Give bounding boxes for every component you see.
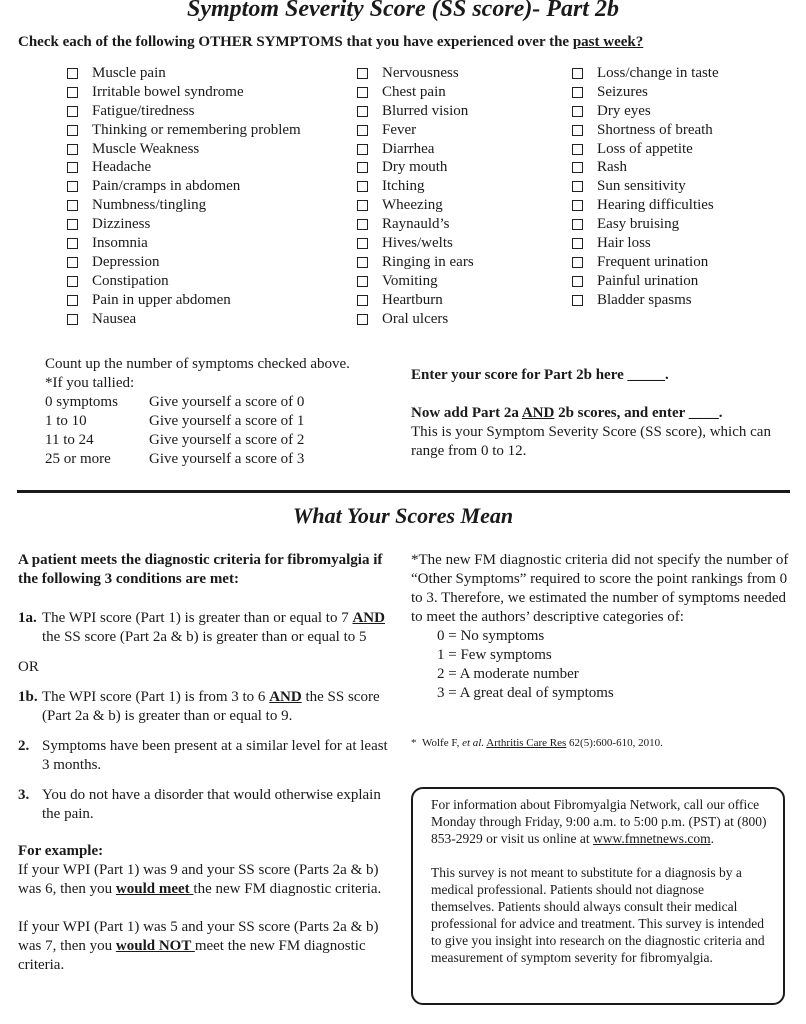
condition-text: You do not have a disorder that would otherwise explain the pain. — [42, 787, 381, 822]
instructions-text: Check each of the following OTHER SYMPTOMS that you have experienced over the — [18, 34, 573, 50]
symptom-item[interactable] — [67, 64, 301, 83]
symptom-checkbox[interactable] — [357, 219, 368, 230]
symptom-label: Chest pain — [382, 83, 446, 100]
total-score-blank: 2b scores, and enter ____. — [554, 405, 723, 421]
symptom-checkbox[interactable] — [572, 200, 583, 211]
symptom-checkbox[interactable] — [572, 257, 583, 268]
symptom-item[interactable] — [572, 253, 719, 272]
symptom-item[interactable] — [67, 158, 301, 177]
symptom-item[interactable] — [67, 177, 301, 196]
symptom-label: Dry eyes — [597, 102, 651, 119]
reference-journal: Arthritis Care Res — [486, 737, 567, 749]
total-score-description: This is your Symptom Severity Score (SS score), which can range from 0 to 12. — [411, 424, 771, 459]
symptom-label: Itching — [382, 178, 425, 195]
criteria-column — [18, 551, 390, 975]
tally-row — [45, 450, 350, 469]
symptom-checkbox[interactable] — [572, 125, 583, 136]
symptom-label: Irritable bowel syndrome — [92, 83, 244, 100]
example-text: If your WPI (Part 1) was 9 and your SS score (Parts 2a & b) was 6, then you — [18, 862, 379, 897]
rank-item: 3 = A great deal of symptoms — [437, 685, 614, 701]
symptom-checkbox[interactable] — [357, 276, 368, 287]
criteria-note: *The new FM diagnostic criteria did not specify the number of “Other Symptoms” required to score the point rankings from 0 to 3. Therefore, we estimated the number of symptoms needed to meet the authors’ descriptive categories of: — [411, 552, 789, 625]
condition-text — [42, 609, 390, 647]
symptom-item[interactable] — [572, 177, 719, 196]
symptom-checkbox[interactable] — [357, 125, 368, 136]
symptom-checkbox[interactable] — [67, 295, 78, 306]
condition-1a — [18, 609, 390, 647]
symptom-label: Fever — [382, 121, 417, 138]
symptom-label: Fatigue/tiredness — [92, 102, 195, 119]
total-score-text: Now add Part 2a — [411, 405, 522, 421]
tally-subheading: *If you tallied: — [45, 375, 135, 391]
tally-score: Give yourself a score of 2 — [149, 432, 305, 448]
symptom-label: Nervousness — [382, 65, 459, 81]
symptom-label: Dry mouth — [382, 159, 448, 176]
symptom-label: Constipation — [92, 272, 169, 289]
symptom-item[interactable] — [357, 177, 474, 196]
symptom-checkbox[interactable] — [357, 314, 368, 325]
example-text: If your WPI (Part 1) was 5 and your SS score (Parts 2a & b) was 7, then you — [18, 919, 379, 954]
symptom-item[interactable] — [357, 196, 474, 215]
symptom-item[interactable] — [67, 291, 301, 310]
symptom-item[interactable] — [572, 102, 719, 121]
symptom-checkbox[interactable] — [357, 106, 368, 117]
symptom-label: Muscle Weakness — [92, 140, 200, 157]
condition-number: 3. — [18, 787, 30, 803]
symptom-item[interactable] — [357, 102, 474, 121]
symptom-item[interactable] — [357, 310, 474, 329]
symptom-item[interactable] — [67, 121, 301, 140]
symptom-label: Insomnia — [92, 235, 148, 252]
symptom-label: Heartburn — [382, 291, 443, 308]
example-heading: For example: — [18, 843, 104, 859]
symptom-label: Diarrhea — [382, 140, 435, 157]
symptom-checkbox[interactable] — [67, 106, 78, 117]
condition-text-pre: The WPI score (Part 1) is greater than or equal to 7 — [42, 610, 353, 626]
tally-count: 11 to 24 — [45, 432, 94, 448]
criteria-intro: A patient meets the diagnostic criteria for fibromyalgia if the following 3 conditions are met: — [18, 552, 383, 587]
symptom-checkbox[interactable] — [572, 219, 583, 230]
symptom-column-2 — [357, 64, 474, 328]
symptom-label: Hives/welts — [382, 235, 453, 252]
symptom-checkbox[interactable] — [572, 181, 583, 192]
example-text: meet the new FM diagnostic criteria. — [18, 938, 366, 973]
symptom-item[interactable] — [572, 215, 719, 234]
symptom-item[interactable] — [357, 64, 474, 83]
condition-3 — [18, 786, 390, 824]
symptom-checkbox[interactable] — [357, 200, 368, 211]
contact-text: For information about Fibromyalgia Network, call our office Monday through Friday, 9:00 a.m. to 5:00 p.m. (PST) at (800) 853-2929 or visit us online at — [431, 797, 767, 846]
and-emphasis: AND — [352, 610, 385, 626]
symptom-label: Hearing difficulties — [597, 197, 714, 214]
symptom-checkbox[interactable] — [357, 181, 368, 192]
symptom-item[interactable] — [572, 83, 719, 102]
section-title: What Your Scores Mean — [292, 503, 514, 528]
symptom-label: Rash — [597, 159, 627, 176]
reference-authors: Wolfe F, — [422, 737, 463, 749]
symptom-label: Ringing in ears — [382, 253, 474, 270]
symptom-checkbox[interactable] — [572, 87, 583, 98]
symptom-checkbox[interactable] — [67, 314, 78, 325]
symptom-item[interactable] — [572, 234, 719, 253]
symptom-label: Oral ulcers — [382, 310, 449, 327]
symptom-label: Seizures — [597, 83, 648, 100]
total-score-entry[interactable] — [411, 404, 781, 423]
reference-star: * — [411, 737, 417, 749]
symptom-item[interactable] — [572, 291, 719, 310]
symptom-item[interactable] — [67, 272, 301, 291]
symptom-checkbox[interactable] — [67, 238, 78, 249]
condition-text-post: the SS score (Part 2a & b) is greater than or equal to 9. — [42, 689, 380, 724]
symptom-checkbox[interactable] — [572, 295, 583, 306]
symptom-label: Pain/cramps in abdomen — [92, 178, 241, 195]
disclaimer: This survey is not meant to substitute for a diagnosis by a medical professional. Patients should not diagnose themselves. Patients should always consult their medical professional for advice and treatment. This survey is intended to give you insight into research on the diagnostic criteria and measurement of symptom severity for fibromyalgia. — [431, 865, 765, 965]
symptom-checkbox[interactable] — [67, 162, 78, 173]
part2b-score-entry[interactable]: Enter your score for Part 2b here _____. — [411, 367, 669, 383]
symptom-checkbox[interactable] — [67, 276, 78, 287]
contact-info: For information about Fibromyalgia Network, call our office Monday through Friday, 9:00 a.m. to 5:00 p.m. (PST) at (800) 853-2929 or visit us online at www.fmnetnews.com. — [431, 797, 767, 846]
symptom-checkbox[interactable] — [572, 68, 583, 79]
symptom-checkbox[interactable] — [67, 87, 78, 98]
example-text: the new FM diagnostic criteria. — [193, 881, 382, 897]
symptom-label: Raynauld’s — [382, 216, 450, 233]
condition-1b — [18, 688, 390, 726]
symptom-item[interactable] — [357, 291, 474, 310]
reference-etal: et al. — [462, 737, 485, 749]
note-column — [411, 551, 789, 703]
symptom-label: Loss of appetite — [597, 140, 693, 157]
section-divider — [17, 490, 790, 493]
example-1 — [18, 861, 390, 899]
or-separator: OR — [18, 659, 39, 675]
symptom-item[interactable] — [357, 253, 474, 272]
condition-number: 2. — [18, 738, 30, 754]
symptom-item[interactable] — [572, 272, 719, 291]
example-emphasis: would NOT — [115, 938, 195, 954]
symptom-item[interactable] — [357, 272, 474, 291]
rank-item: 2 = A moderate number — [437, 666, 579, 682]
example-emphasis: would meet — [115, 881, 194, 897]
condition-number: 1a. — [18, 610, 37, 626]
instructions-emphasis: past week? — [572, 34, 644, 50]
condition-number: 1b. — [18, 689, 38, 705]
symptom-checkbox[interactable] — [572, 276, 583, 287]
symptom-label: Depression — [92, 253, 160, 270]
symptom-label: Thinking or remembering problem — [92, 121, 301, 138]
condition-text: Symptoms have been present at a similar level for at least 3 months. — [42, 738, 388, 773]
symptom-label: Pain in upper abdomen — [92, 291, 231, 308]
tally-count: 25 or more — [45, 451, 111, 467]
symptom-item[interactable] — [572, 121, 719, 140]
and-emphasis: AND — [521, 405, 555, 421]
symptom-label: Nausea — [92, 310, 137, 327]
tally-section — [45, 355, 350, 469]
reference-volume: 62(5):600-610, 2010. — [566, 737, 663, 749]
symptom-label: Headache — [92, 159, 152, 176]
rank-item: 0 = No symptoms — [437, 628, 545, 644]
symptom-checkbox[interactable] — [572, 238, 583, 249]
symptom-label: Easy bruising — [597, 216, 680, 233]
tally-score: Give yourself a score of 3 — [149, 451, 305, 467]
symptom-label: Hair loss — [597, 235, 651, 252]
condition-text-pre: The WPI score (Part 1) is from 3 to 6 — [42, 689, 270, 705]
condition-text — [42, 688, 390, 726]
symptom-item[interactable] — [67, 253, 301, 272]
symptom-item[interactable] — [572, 196, 719, 215]
symptom-column-3 — [572, 64, 719, 310]
symptom-item[interactable] — [572, 64, 719, 83]
tally-row — [45, 393, 350, 412]
symptom-column-1 — [67, 64, 301, 328]
symptom-checkbox[interactable] — [572, 144, 583, 155]
symptom-item[interactable] — [67, 234, 301, 253]
symptom-item[interactable] — [572, 140, 719, 159]
symptom-label: Frequent urination — [597, 253, 709, 270]
symptom-item[interactable] — [572, 158, 719, 177]
and-emphasis: AND — [269, 689, 302, 705]
symptom-label: Loss/change in taste — [597, 65, 719, 81]
symptom-label: Blurred vision — [382, 102, 469, 119]
rank-item: 1 = Few symptoms — [437, 647, 552, 663]
symptom-item[interactable] — [67, 310, 301, 329]
tally-instruction: Count up the number of symptoms checked above. — [45, 356, 350, 372]
symptom-checkbox[interactable] — [572, 106, 583, 117]
symptom-checkbox[interactable] — [572, 162, 583, 173]
symptom-checkbox[interactable] — [357, 295, 368, 306]
symptom-checkbox[interactable] — [357, 238, 368, 249]
symptom-item[interactable] — [67, 102, 301, 121]
tally-score: Give yourself a score of 1 — [149, 413, 305, 429]
symptom-item[interactable] — [67, 196, 301, 215]
symptom-item[interactable] — [67, 140, 301, 159]
symptom-label: Dizziness — [92, 216, 151, 233]
tally-count: 1 to 10 — [45, 413, 87, 429]
symptom-label: Shortness of breath — [597, 121, 713, 138]
symptom-label: Muscle pain — [92, 65, 166, 81]
condition-text-post: the SS score (Part 2a & b) is greater than or equal to 5 — [42, 629, 367, 645]
symptom-checkbox[interactable] — [67, 144, 78, 155]
tally-score: Give yourself a score of 0 — [149, 394, 305, 410]
tally-count: 0 symptoms — [45, 394, 118, 410]
symptom-checkbox[interactable] — [357, 144, 368, 155]
condition-2 — [18, 737, 390, 775]
symptom-item[interactable] — [357, 234, 474, 253]
symptom-label: Painful urination — [597, 272, 699, 289]
page-title: Symptom Severity Score (SS score)- Part 2b — [187, 0, 619, 22]
symptom-item[interactable] — [357, 215, 474, 234]
symptom-label: Bladder spasms — [597, 291, 692, 308]
symptom-item[interactable] — [357, 158, 474, 177]
symptom-checkbox[interactable] — [67, 219, 78, 230]
symptom-label: Sun sensitivity — [597, 178, 686, 195]
symptom-item[interactable] — [357, 140, 474, 159]
total-score-section — [411, 404, 781, 461]
symptom-item[interactable] — [67, 215, 301, 234]
info-box — [411, 787, 785, 1005]
symptom-checkbox[interactable] — [67, 125, 78, 136]
symptom-label: Wheezing — [382, 197, 443, 214]
symptom-checkbox[interactable] — [357, 87, 368, 98]
reference-citation — [411, 737, 663, 749]
symptom-checkbox[interactable] — [357, 68, 368, 79]
instructions — [18, 34, 643, 51]
symptom-item[interactable] — [67, 83, 301, 102]
symptom-item[interactable] — [357, 83, 474, 102]
website-link[interactable]: www.fmnetnews.com — [593, 831, 711, 846]
symptom-checkbox[interactable] — [357, 162, 368, 173]
tally-row — [45, 431, 350, 450]
symptom-checkbox[interactable] — [67, 68, 78, 79]
symptom-item[interactable] — [357, 121, 474, 140]
symptom-checkbox[interactable] — [67, 181, 78, 192]
symptom-checkbox[interactable] — [67, 200, 78, 211]
tally-row — [45, 412, 350, 431]
symptom-checkbox[interactable] — [357, 257, 368, 268]
example-2 — [18, 918, 390, 975]
symptom-checkbox[interactable] — [67, 257, 78, 268]
symptom-label: Numbness/tingling — [92, 197, 207, 214]
symptom-label: Vomiting — [382, 272, 438, 289]
